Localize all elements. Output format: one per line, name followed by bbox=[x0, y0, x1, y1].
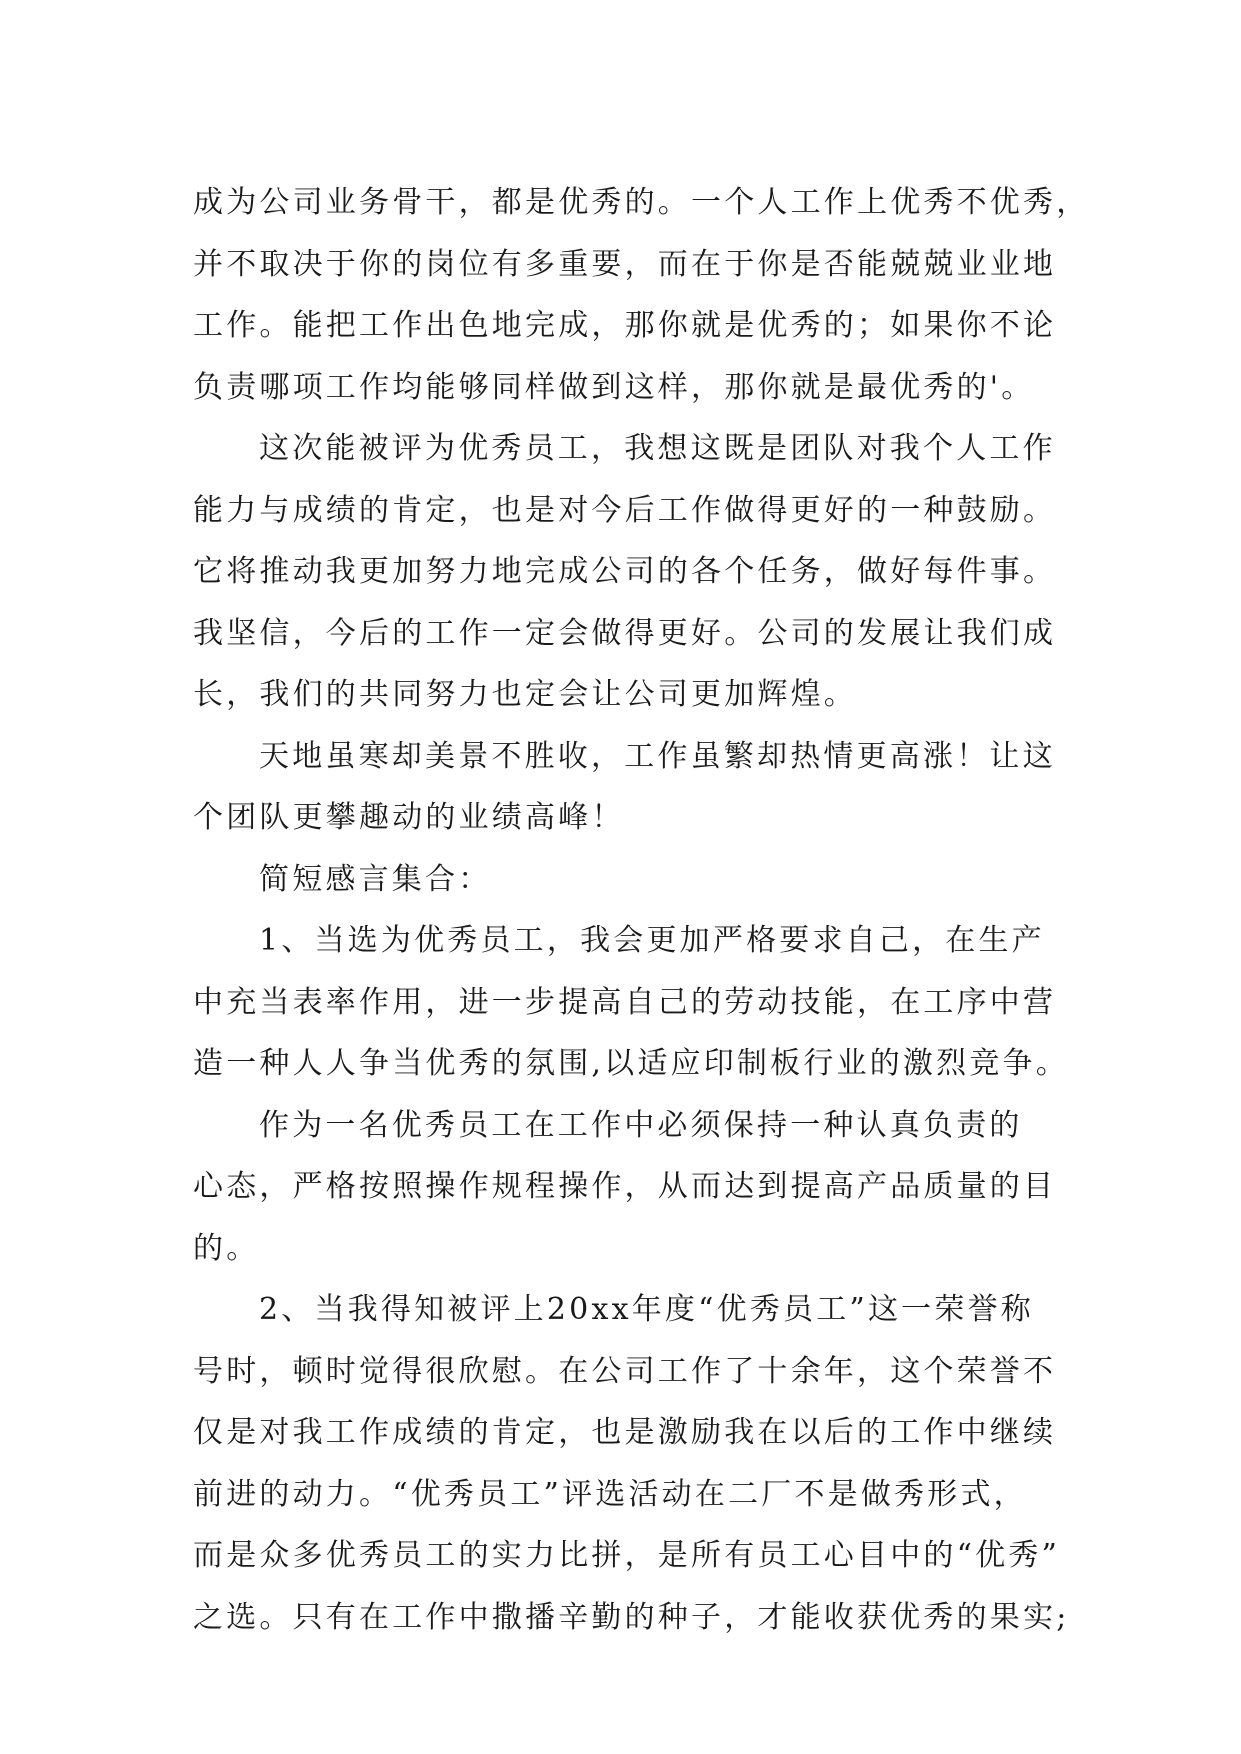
text-line: 而是众多优秀员工的实力比拼，是所有员工心目中的“优秀” bbox=[193, 1538, 1061, 1573]
text-line: 仅是对我工作成绩的肯定，也是激励我在以后的工作中继续 bbox=[193, 1415, 1057, 1450]
text-line: 天地虽寒却美景不胜收，工作虽繁却热情更高涨！让这 bbox=[259, 738, 1056, 774]
text-line: 1、当选为优秀员工，我会更加严格要求自己，在生产 bbox=[259, 923, 1045, 958]
document-body bbox=[193, 172, 1090, 1648]
text-line: 作为一名优秀员工在工作中必须保持一种认真负责的 bbox=[259, 1107, 1023, 1143]
text-line: 我坚信，今后的工作一定会做得更好。公司的发展让我们成 bbox=[193, 615, 1057, 651]
text-line: 的。 bbox=[193, 1230, 260, 1266]
text-line: 前进的动力。“优秀员工”评选活动在二厂不是做秀形式， bbox=[193, 1476, 1027, 1512]
text-line: 并不取决于你的岗位有多重要，而在于你是否能兢兢业业地 bbox=[193, 246, 1057, 282]
text-line: 它将推动我更加努力地完成公司的各个任务，做好每件事。 bbox=[193, 554, 1057, 589]
text-line: 负责哪项工作均能够同样做到这样，那你就是最优秀的'。 bbox=[193, 369, 1035, 405]
text-line: 个团队更攀趣动的业绩高峰！ bbox=[193, 800, 625, 835]
text-line: 这次能被评为优秀员工，我想这既是团队对我个人工作 bbox=[259, 431, 1056, 466]
text-line: 号时，顿时觉得很欣慰。在公司工作了十余年，这个荣誉不 bbox=[193, 1353, 1057, 1389]
text-line: 2、当我得知被评上20xx年度“优秀员工”这一荣誉称 bbox=[259, 1292, 1034, 1327]
text-line: 成为公司业务骨干，都是优秀的。一个人工作上优秀不优秀， bbox=[193, 185, 1090, 220]
text-line: 长，我们的共同努力也定会让公司更加辉煌。 bbox=[193, 677, 857, 712]
section-heading: 简短感言集合： bbox=[259, 861, 492, 897]
text-line: 工作。能把工作出色地完成，那你就是优秀的；如果你不论 bbox=[193, 308, 1057, 343]
text-line: 能力与成绩的肯定，也是对今后工作做得更好的一种鼓励。 bbox=[193, 492, 1057, 528]
text-line: 心态，严格按照操作规程操作，从而达到提高产品质量的目 bbox=[193, 1169, 1057, 1204]
text-line: 之选。只有在工作中撒播辛勤的种子，才能收获优秀的果实; bbox=[193, 1599, 1070, 1635]
text-line: 中充当表率作用，进一步提高自己的劳动技能，在工序中营 bbox=[193, 984, 1057, 1020]
text-line: 造一种人人争当优秀的氛围,以适应印制板行业的激烈竞争。 bbox=[193, 1046, 1069, 1081]
